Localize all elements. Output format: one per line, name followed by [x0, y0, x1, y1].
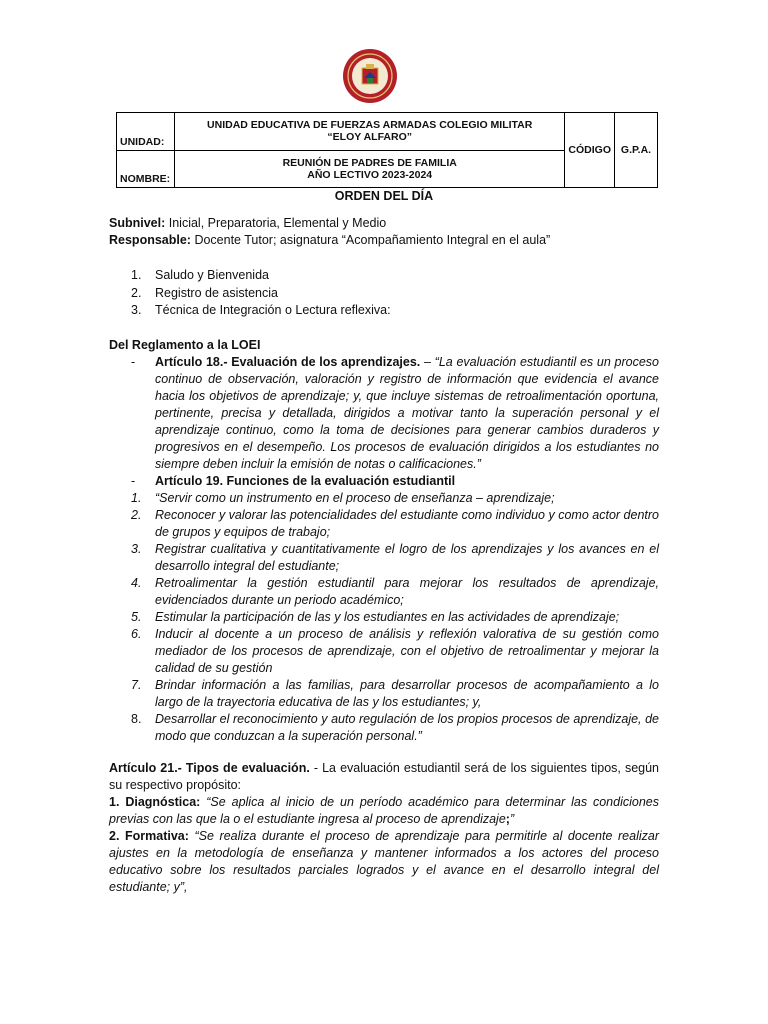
list-item: 1. Saludo y Bienvenida: [131, 268, 269, 282]
school-seal-logo: [342, 48, 398, 104]
agenda-list: [109, 267, 659, 320]
institution-line-2: “ELOY ALFARO”: [327, 131, 412, 144]
list-item: 4. Retroalimentar la gestión estudiantil para mejorar los resultados de aprendizaje, evidenciados durante un periodo académico;: [131, 576, 659, 607]
list-item: 5. Estimular la participación de las y los estudiantes en las actividades de aprendizaje;: [131, 610, 620, 624]
article-19: - Artículo 19. Funciones de la evaluación estudiantil: [109, 473, 659, 490]
article-21-title: Artículo 21.- Tipos de evaluación.: [109, 761, 310, 775]
codigo-label: CÓDIGO: [565, 113, 615, 188]
list-item: 3. Técnica de Integración o Lectura reflexiva:: [131, 303, 391, 317]
meeting-line-2: AÑO LECTIVO 2023-2024: [307, 168, 433, 181]
responsable-line: [109, 232, 659, 249]
institution-line-1: UNIDAD EDUCATIVA DE FUERZAS ARMADAS COLEGIO MILITAR: [207, 119, 533, 132]
list-item: 6. Inducir al docente a un proceso de análisis y reflexión valorativa de su gestión como mediador de los procesos de aprendizaje, con el objetivo de retroalimentar y mejorar la calidad de su gestión: [131, 627, 659, 675]
formativa-paragraph: 2. Formativa: “Se realiza durante el proceso de aprendizaje para permitirle al docente realizar ajustes en la metodología de enseñanza y mantener informados a los actores del proceso educativo sobre los resultados parciales logrados y el avance en el desarrollo integral del estudiante; y”,: [109, 829, 659, 894]
meta-block: [109, 215, 659, 249]
responsable-label: Responsable:: [109, 233, 191, 247]
list-item: 2. Registro de asistencia: [131, 285, 278, 300]
codigo-value: G.P.A.: [615, 113, 658, 188]
article-18: - Artículo 18.- Evaluación de los aprendizajes. – “La evaluación estudiantil es un proceso continuo de observación, valoración y registro de información que evidencia el avance hacia los objetivos de aprendizaje; y, que incluye sistemas de retroalimentación oportuna, pertinente, precisa y detallada, dirigidos a motivar tanto la superación personal y el aprendizaje continuo, como la toma de decisiones para generar cambios duraderos y progresivos en el desempeño. Los procesos de evaluación dirigidos a los estudiantes no siempre deben incluir la emisión de notas o calificaciones.”: [131, 355, 659, 471]
reglamento-section: [109, 337, 659, 745]
article-18-title: Artículo 18.- Evaluación de los aprendizajes.: [155, 355, 421, 369]
diagnostica-label: 1. Diagnóstica:: [109, 795, 201, 809]
article-18-quote: “La evaluación estudiantil es un proceso continuo de observación, valoración y registro de información que evidencia el avance hacia los objetivos de aprendizaje; y, que incluye sistemas de retroalimentación oportuna, pertinente, precisa y detallada, dirigidos a motivar tanto la superación personal y el aprendizaje continuo, como la toma de decisiones para generar cambios duraderos y progresivos en el desempeño. Los procesos de evaluación dirigidos a los estudiantes no siempre deben incluir la emisión de notas o calificaciones.”: [155, 355, 659, 471]
subnivel-label: Subnivel:: [109, 216, 166, 230]
list-item: 3. Registrar cualitativa y cuantitativamente el logro de los aprendizajes y los avances en el desarrollo integral del estudiante;: [131, 542, 659, 573]
unidad-label: UNIDAD:: [117, 113, 175, 151]
institution-name: [175, 113, 565, 151]
meeting-line-1: REUNIÓN DE PADRES DE FAMILIA: [282, 156, 457, 169]
list-item: 1. “Servir como un instrumento en el proceso de enseñanza – aprendizaje;: [131, 491, 555, 505]
article-21-section: [109, 760, 659, 896]
document-title: ORDEN DEL DÍA: [334, 189, 434, 203]
article-19-title: Artículo 19. Funciones de la evaluación estudiantil: [155, 474, 456, 488]
meeting-name: [175, 150, 565, 188]
list-item: 7. Brindar información a las familias, para desarrollar procesos de acompañamiento a lo largo de la trayectoria educativa de las y los estudiantes; y,: [131, 678, 659, 709]
document-header-table: [116, 112, 658, 188]
section-heading: Del Reglamento a la LOEI: [109, 338, 261, 352]
diagnostica-paragraph: 1. Diagnóstica: “Se aplica al inicio de un período académico para determinar las condiciones previas con las que la o el estudiante ingresa al proceso de aprendizaje;”: [109, 795, 659, 826]
subnivel-value: Inicial, Preparatoria, Elemental y Medio: [165, 216, 387, 230]
list-item: 2. Reconocer y valorar las potencialidades del estudiante como individuo y como actor dentro de grupos y equipos de trabajo;: [131, 508, 659, 539]
responsable-value: Docente Tutor; asignatura “Acompañamiento Integral en el aula”: [190, 233, 551, 247]
formativa-label: 2. Formativa:: [109, 829, 189, 843]
article-21-intro: Artículo 21.- Tipos de evaluación. - La evaluación estudiantil será de los siguientes tipos, según su respectivo propósito:: [109, 761, 659, 792]
nombre-label: NOMBRE:: [117, 150, 175, 188]
subnivel-line: [109, 215, 659, 232]
list-item: 8. Desarrollar el reconocimiento y auto regulación de los propios procesos de aprendizaje, de modo que conduzcan a la superación personal.”: [131, 712, 659, 743]
